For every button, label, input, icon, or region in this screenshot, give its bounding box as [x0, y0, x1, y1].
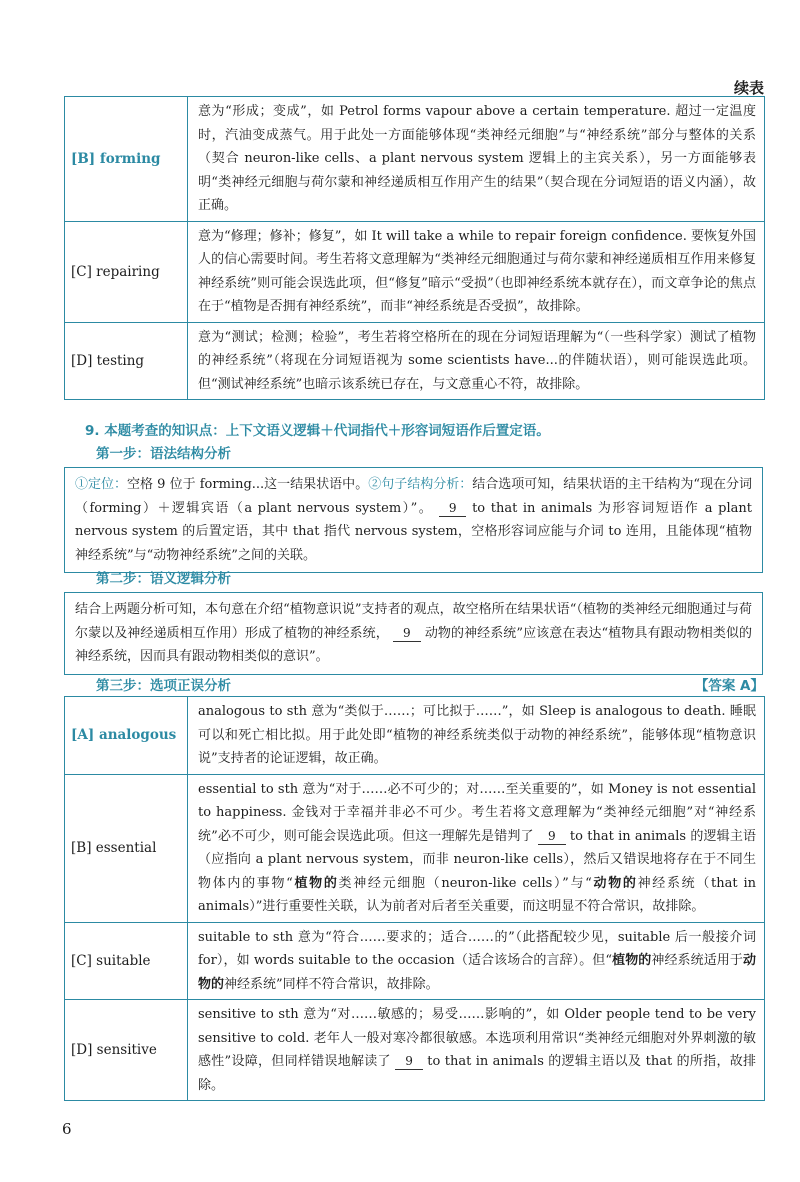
step1-text: 空格 9 位于 forming...这一结果状语中。 — [127, 477, 369, 492]
table-row — [65, 1000, 765, 1101]
options-table-q8 — [64, 96, 765, 400]
step3-title: 第三步：选项正误分析 — [96, 678, 231, 694]
table-row — [65, 322, 765, 400]
option-explanation — [188, 922, 765, 1000]
locate-tag: ①定位： — [75, 477, 128, 492]
option-explanation — [188, 774, 765, 922]
step1-title: 第一步：语法结构分析 — [96, 446, 231, 462]
answer-badge: 【答案 A】 — [694, 678, 764, 694]
emphasis: 植物的 — [612, 953, 652, 968]
step2-text: 结合上两题分析可知，本句意在介绍“植物意识说”支持者的观点，故空格所在结果状语“（植物的类神经元细胞通过与荷尔蒙以及神经递质相互作用）形成了植物的神经系统， — [75, 602, 752, 641]
page-number: 6 — [62, 1120, 72, 1138]
structure-tag: ②句子结构分析： — [368, 477, 473, 492]
option-label: [C] suitable — [65, 922, 188, 1000]
step1-box — [64, 467, 763, 573]
options-table-q9 — [64, 696, 765, 1101]
option-label: [A] analogous — [65, 697, 188, 775]
explanation-part: 神经系统”同样不符合常识，故排除。 — [224, 976, 439, 992]
table-row — [65, 97, 765, 222]
option-explanation: 意为“测试；检测；检验”，考生若将空格所在的现在分词短语理解为“（一些科学家）测试了植物的神经系统”（将现在分词短语视为 some scientists have...的伴随状语），则可能误选此项。但“测试神经系统”也暗示该系统已存在，与文意重心不符，故排除。 — [188, 322, 765, 400]
option-label: [D] sensitive — [65, 1000, 188, 1101]
option-explanation: 意为“修理；修补；修复”，如 It will take a while to repair foreign confidence. 要恢复外国人的信心需要时间。考生若将文意理解为“类神经元细胞通过与荷尔蒙和神经递质相互作用来修复神经系统”则可能会误选此项，但“修复”暗示“受损”（也即神经系统本就存在），而文章争论的焦点在于“植物是否拥有神经系统”，而非“神经系统是否受损”，故排除。 — [188, 221, 765, 322]
explanation-part: 神经系统（that in animals）”进行重要性关联，认为前者对后者至关重要，而这明显不符合常识，故排除。 — [198, 875, 756, 914]
option-label: [D] testing — [65, 322, 188, 400]
question-heading: 9. 本题考查的知识点：上下文语义逻辑＋代词指代＋形容词短语作后置定语。 — [85, 423, 550, 439]
continued-label: 续表 — [733, 79, 764, 97]
table-row — [65, 922, 765, 1000]
explanation-part: 类神经元细胞（neuron-like cells）”与“ — [338, 875, 592, 891]
table-row — [65, 697, 765, 775]
explanation-part: to that in animals 的逻辑主语（应指向 a plant nervous system，而非 neuron-like cells），然后又错误地将存在于不同生物体内的事物“ — [198, 828, 756, 891]
option-explanation — [188, 1000, 765, 1101]
emphasis: 动物的 — [198, 953, 756, 992]
option-label: [B] forming — [65, 97, 188, 222]
option-explanation: analogous to sth 意为“类似于……；可比拟于……”，如 Sleep is analogous to death. 睡眠可以和死亡相比拟。用于此处即“植物的神经系统类似于动物的神经系统”，能够体现“植物意识说”支持者的论证逻辑，故正确。 — [188, 697, 765, 775]
table-row — [65, 774, 765, 922]
explanation-part: essential to sth 意为“对于……必不可少的；对……至关重要的”，如 Money is not essential to happiness. 金钱对于幸福并非必不可少。考生若将文意理解为“类神经元细胞”对“神经系统”必不可少，则可能会误选此项。但这一理解先是错判了 — [198, 781, 756, 844]
step1-text: to that in animals 为形容词短语作 a plant nervous system 的后置定语，其中 that 指代 nervous system，空格形容词应能与介词 to 连用，且能体现“植物神经系统”与“动物神经系统”之间的关联。 — [75, 500, 752, 563]
step2-text: 动物的神经系统”应该意在表达“植物具有跟动物相类似的神经系统，因而具有跟动物相类似的意识”。 — [75, 625, 752, 664]
blank-9: 9 — [538, 828, 566, 845]
blank-9: 9 — [395, 1053, 423, 1070]
blank-9: 9 — [439, 500, 467, 517]
step2-title: 第二步：语义逻辑分析 — [96, 571, 231, 587]
option-label: [C] repairing — [65, 221, 188, 322]
option-explanation: 意为“形成；变成”，如 Petrol forms vapour above a certain temperature. 超过一定温度时，汽油变成蒸气。用于此处一方面能够体现“类神经元细胞”与“神经系统”部分与整体的关系（契合 neuron-like cells、a plant nervous system 逻辑上的主宾关系），另一方面能够表明“类神经元细胞与荷尔蒙和神经递质相互作用产生的结果”（契合现在分词短语的语义内涵），故正确。 — [188, 97, 765, 222]
explanation-part: to that in animals 的逻辑主语以及 that 的所指，故排除。 — [198, 1054, 756, 1093]
option-label: [B] essential — [65, 774, 188, 922]
step1-text: 结合选项可知，结果状语的主干结构为“现在分词（forming）＋逻辑宾语（a plant nervous system）”。 — [75, 477, 752, 516]
step2-box — [64, 592, 763, 675]
explanation-part: 神经系统适用于 — [651, 953, 743, 968]
explanation-part: suitable to sth 意为“符合……要求的；适合……的”（此搭配较少见，suitable 后一般接介词 for），如 words suitable to the occasion（适合该场合的言辞）。但“ — [198, 929, 756, 968]
emphasis: 动物的 — [591, 875, 638, 891]
emphasis: 植物的 — [292, 875, 339, 891]
table-row — [65, 221, 765, 322]
blank-9: 9 — [393, 625, 421, 642]
explanation-part: sensitive to sth 意为“对……敏感的；易受……影响的”，如 Older people tend to be very sensitive to cold. 老年人一般对寒冷都很敏感。本选项利用常识“类神经元细胞对外界刺激的敏感性”设障，但同样错误地解读了 — [198, 1007, 756, 1069]
